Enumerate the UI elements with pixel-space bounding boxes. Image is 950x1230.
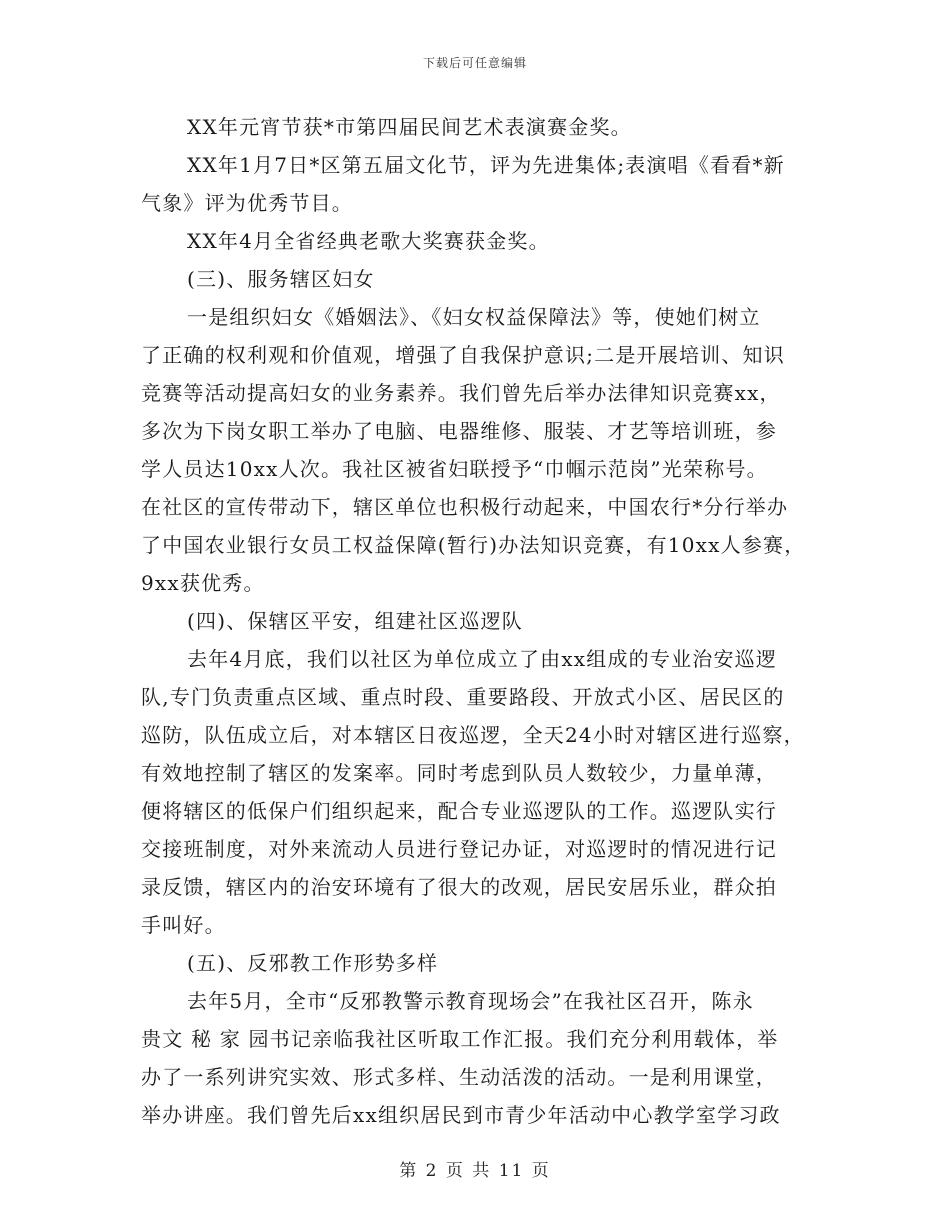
text-line: 了正确的权利观和价值观，增强了自我保护意识;二是开展培训、知识 — [141, 343, 785, 367]
text-line: 多次为下岗女职工举办了电脑、电器维修、服装、才艺等培训班，参 — [141, 419, 777, 443]
text-line: 有效地控制了辖区的发案率。同时考虑到队员人数较少，力量单薄， — [141, 761, 777, 785]
text-line: 录反馈，辖区内的治安环境有了很大的改观，居民安居乐业，群众拍 — [141, 875, 777, 899]
text-line: (四)、保辖区平安，组建社区巡逻队 — [187, 609, 524, 633]
text-line: 了中国农业银行女员工权益保障(暂行)办法知识竞赛，有10xx人参赛， — [141, 533, 806, 557]
text-line: 去年4月底，我们以社区为单位成立了由xx组成的专业治安巡逻 — [187, 647, 778, 671]
text-line: 在社区的宣传带动下，辖区单位也积极行动起来，中国农行*分行举办 — [141, 495, 789, 519]
text-line: 去年5月，全市“反邪教警示教育现场会”在我社区召开，陈永 — [187, 989, 754, 1013]
document-body — [141, 108, 813, 1134]
text-line: 巡防，队伍成立后，对本辖区日夜巡逻，全天24小时对辖区进行巡察， — [141, 723, 805, 747]
page-header: 下载后可任意编辑 — [422, 56, 527, 70]
text-line: 便将辖区的低保户们组织起来，配合专业巡逻队的工作。巡逻队实行 — [141, 799, 777, 823]
text-line: (三)、服务辖区妇女 — [187, 267, 375, 291]
text-line: XX年4月全省经典老歌大奖赛获金奖。 — [187, 229, 550, 253]
text-line: 一是组织妇女《婚姻法》、《妇女权益保障法》等，使她们树立 — [187, 305, 761, 329]
text-line: 手叫好。 — [141, 913, 226, 937]
page-footer: 第 2 页 共 11 页 — [399, 1161, 551, 1181]
text-line: 队,专门负责重点区域、重点时段、重要路段、开放式小区、居民区的 — [141, 685, 785, 709]
text-line: (五)、反邪教工作形势多样 — [187, 951, 439, 975]
text-line: 学人员达10xx人次。我社区被省妇联授予“巾帼示范岗”光荣称号。 — [141, 457, 768, 481]
text-line: XX年1月7日*区第五届文化节，评为先进集体;表演唱《看看*新 — [187, 153, 785, 177]
text-line: 气象》评为优秀节目。 — [141, 191, 353, 215]
text-line: 交接班制度，对外来流动人员进行登记办证，对巡逻时的情况进行记 — [141, 837, 777, 861]
text-line: 竞赛等活动提高妇女的业务素养。我们曾先后举办法律知识竞赛xx， — [141, 381, 781, 405]
text-line: 办了一系列讲究实效、形式多样、生动活泼的活动。一是利用课堂， — [141, 1065, 777, 1089]
text-line: 9xx获优秀。 — [141, 571, 265, 595]
text-line: XX年元宵节获*市第四届民间艺术表演赛金奖。 — [187, 115, 632, 139]
text-line: 贵文 秘 家 园书记亲临我社区听取工作汇报。我们充分利用载体，举 — [141, 1027, 779, 1051]
text-line: 举办讲座。我们曾先后xx组织居民到市青少年活动中心教学室学习政 — [141, 1103, 781, 1127]
